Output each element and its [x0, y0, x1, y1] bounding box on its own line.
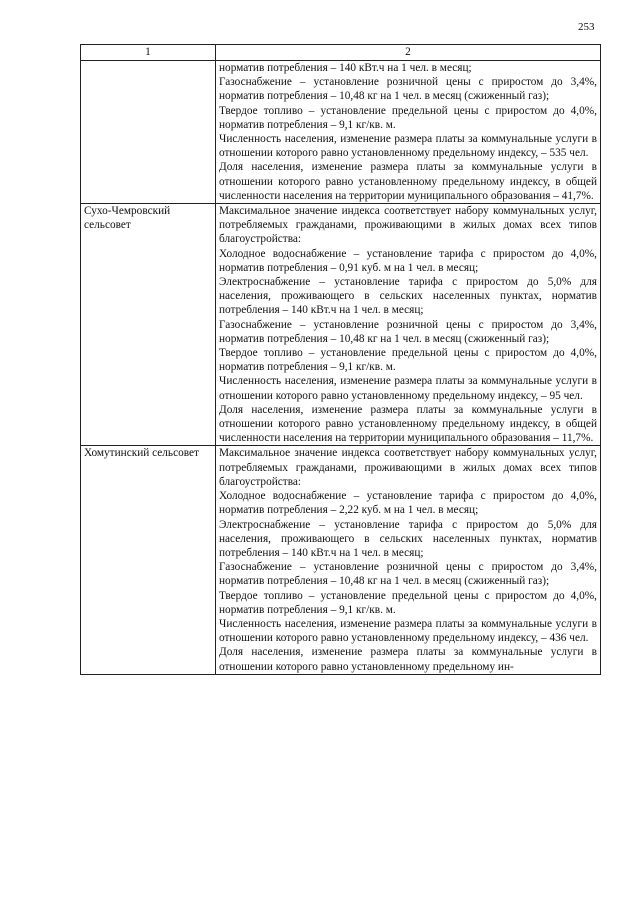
description-paragraph: Доля населения, изменение размера платы за коммунальные услуги в отношении которого равно установленному предельному индексу, в общей численности населения на территории муниципального образования – 11,7%.: [219, 403, 597, 445]
column-header-2: 2: [216, 45, 601, 61]
description-paragraph: Численность населения, изменение размера платы за коммунальные услуги в отношении которого равно установленному предельному индексу, – 436 чел.: [219, 617, 597, 645]
table-header-row: [81, 45, 601, 61]
description-paragraph: Твердое топливо – установление предельной цены с приростом до 4,0%, норматив потребления – 9,1 кг/кв. м.: [219, 347, 597, 374]
description-paragraph: Доля населения, изменение размера платы за коммунальные услуги в отношении которого равно установленному предельному индексу, в общей численности населения на территории муниципального образования – 41,7%.: [219, 161, 597, 202]
table-row: [81, 61, 601, 204]
description-paragraph: Максимальное значение индекса соответствует набору коммунальных услуг, потребляемых гражданами, проживающими в жилых домах всех типов благоустройства:: [219, 205, 597, 246]
description-paragraph: Газоснабжение – установление розничной цены с приростом до 3,4%, норматив потребления – 10,48 кг на 1 чел. в месяц (сжиженный газ);: [219, 561, 597, 588]
page-number: 253: [578, 21, 595, 33]
description-paragraph: Электроснабжение – установление тарифа с приростом до 5,0% для населения, проживающего в сельских населенных пунктах, норматив потребления – 140 кВт.ч на 1 чел. в месяц;: [219, 276, 597, 317]
index-description: [216, 61, 601, 204]
table-row: [81, 446, 601, 674]
description-paragraph: Холодное водоснабжение – установление тарифа с приростом до 4,0%, норматив потребления – 2,22 куб. м на 1 чел. в месяц;: [219, 490, 597, 517]
municipality-name: Сухо-Чемровский сельсовет: [81, 204, 216, 446]
description-paragraph: Газоснабжение – установление розничной цены с приростом до 3,4%, норматив потребления – 10,48 кг на 1 чел. в месяц (сжиженный газ);: [219, 76, 597, 103]
description-paragraph: Максимальное значение индекса соответствует набору коммунальных услуг, потребляемых гражданами, проживающими в жилых домах всех типов благоустройства:: [219, 447, 597, 488]
description-paragraph: Твердое топливо – установление предельной цены с приростом до 4,0%, норматив потребления – 9,1 кг/кв. м.: [219, 104, 597, 131]
municipality-name: [81, 61, 216, 204]
description-paragraph: норматив потребления – 140 кВт.ч на 1 чел. в месяц;: [219, 62, 472, 74]
description-paragraph: Численность населения, изменение размера платы за коммунальные услуги в отношении которого равно установленному предельному индексу, – 535 чел.: [219, 133, 597, 160]
table-row: [81, 204, 601, 446]
index-description: [216, 446, 601, 674]
description-paragraph: Холодное водоснабжение – установление тарифа с приростом до 4,0%, норматив потребления – 0,91 куб. м на 1 чел. в месяц;: [219, 247, 597, 274]
index-description: [216, 204, 601, 446]
description-paragraph: Газоснабжение – установление розничной цены с приростом до 3,4%, норматив потребления – 10,48 кг на 1 чел. в месяц (сжиженный газ);: [219, 318, 597, 345]
description-paragraph: Численность населения, изменение размера платы за коммунальные услуги в отношении которого равно установленному предельному индексу, – 95 чел.: [219, 375, 597, 402]
description-paragraph: Доля населения, изменение размера платы за коммунальные услуги в отношении которого равно установленному предельному ин-: [219, 646, 597, 673]
municipal-index-table: [80, 44, 601, 675]
description-paragraph: Электроснабжение – установление тарифа с приростом до 5,0% для населения, проживающего в сельских населенных пунктах, норматив потребления – 140 кВт.ч на 1 чел. в месяц;: [219, 518, 597, 559]
municipality-name: Хомутинский сельсовет: [81, 446, 216, 674]
description-paragraph: Твердое топливо – установление предельной цены с приростом до 4,0%, норматив потребления – 9,1 кг/кв. м.: [219, 589, 597, 616]
column-header-1: 1: [81, 45, 216, 61]
